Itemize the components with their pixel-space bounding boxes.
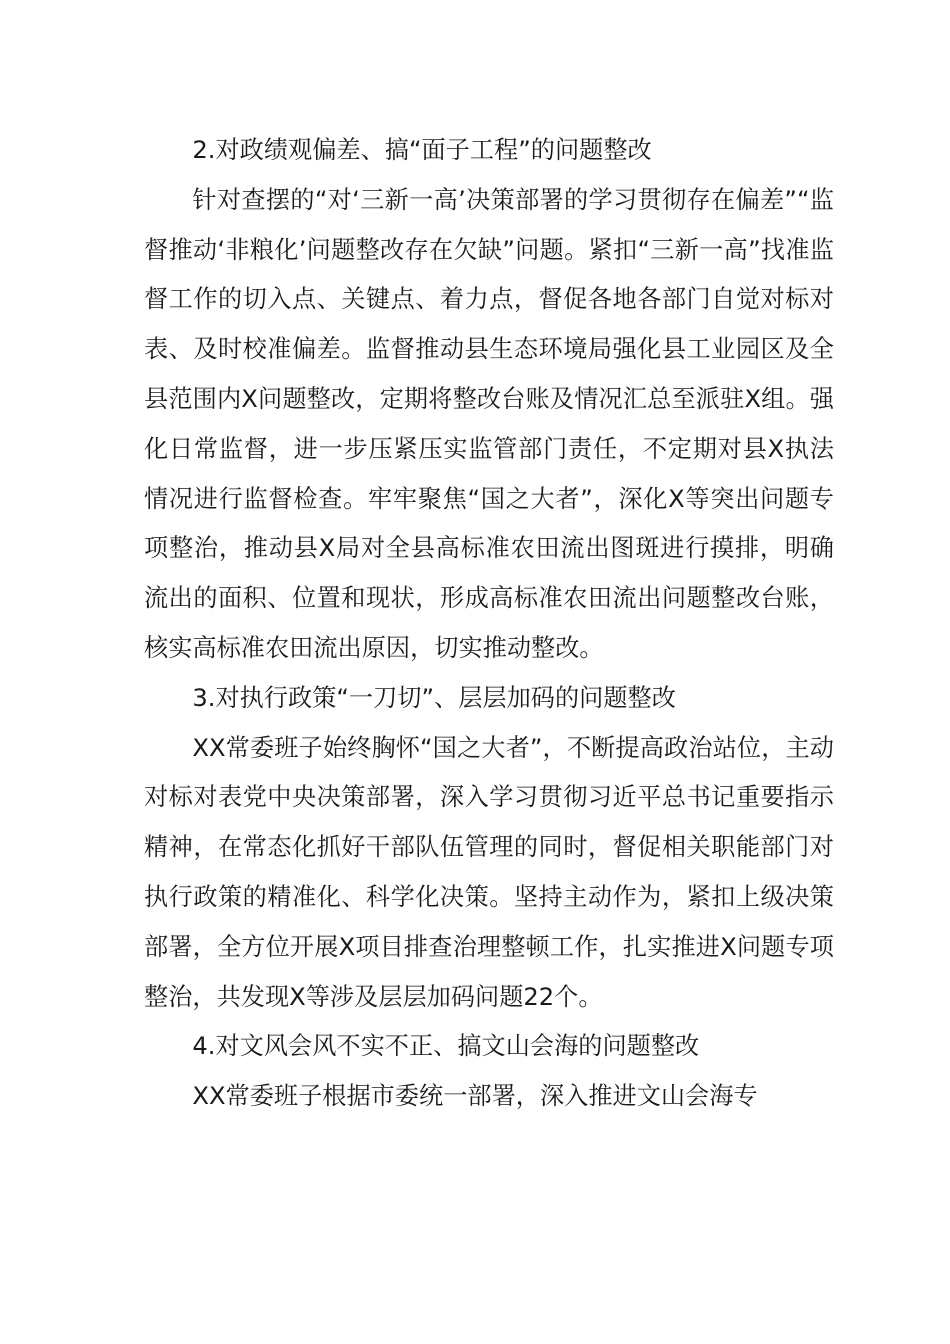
body-paragraph: XX常委班子始终胸怀“国之大者”，不断提高政治站位，主动对标对表党中央决策部署，深入学习贯彻习近平总书记重要指示精神，在常态化抓好干部队伍管理的同时，督促相关职能部门对执行政策的精准化、科学化决策。坚持主动作为，紧扣上级决策部署，全方位开展X项目排查治理整顿工作，扎实推进X问题专项整治，共发现X等涉及层层加码问题22个。 (144, 733, 834, 1011)
section-heading-2: 2.对政绩观偏差、搞“面子工程”的问题整改 (192, 136, 652, 164)
body-paragraph: XX常委班子根据市委统一部署，深入推进文山会海专 (192, 1082, 758, 1111)
body-paragraph: 针对查摆的“对‘三新一高’决策部署的学习贯彻存在偏差”“监督推动‘非粮化’问题整改存在欠缺”问题。紧扣“三新一高”找准监督工作的切入点、关键点、着力点，督促各地各部门自觉对标对表、及时校准偏差。监督推动县生态环境局强化县工业园区及全县范围内X问题整改，定期将整改台账及情况汇总至派驻X组。强化日常监督，进一步压紧压实监管部门责任，不定期对县X执法情况进行监督检查。牢牢聚焦“国之大者”，深化X等突出问题专项整治，推动县X局对全县高标准农田流出图斑进行摸排，明确流出的面积、位置和现状，形成高标准农田流出问题整改台账，核实高标准农田流出原因，切实推动整改。 (144, 185, 834, 662)
section-heading-4: 4.对文风会风不实不正、搞文山会海的问题整改 (192, 1032, 700, 1061)
document-body (144, 126, 834, 1122)
section-heading-3: 3.对执行政策“一刀切”、层层加码的问题整改 (192, 683, 676, 712)
